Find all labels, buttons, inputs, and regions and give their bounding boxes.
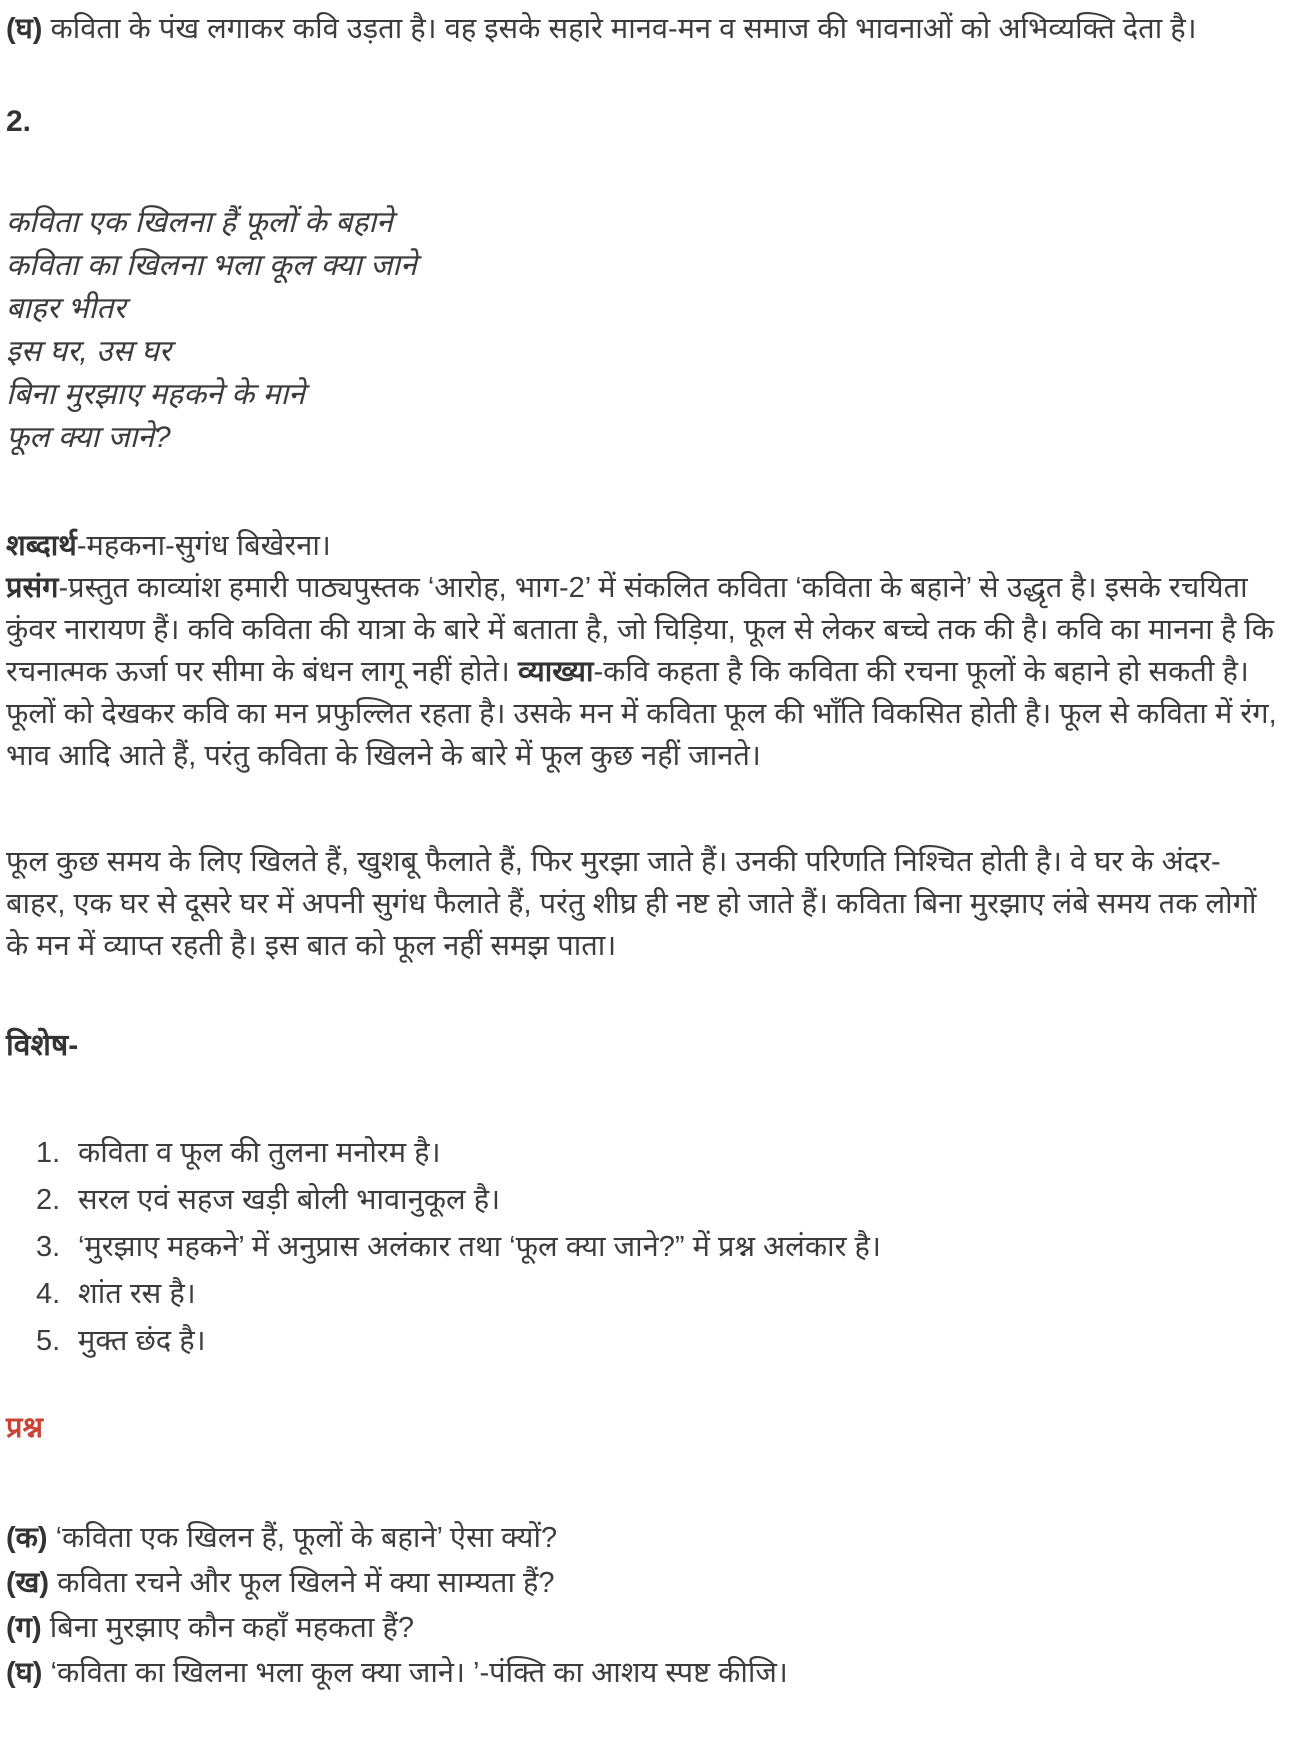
- vishesh-item: [6, 1224, 1279, 1271]
- vyakhya-label: व्याख्या: [517, 656, 594, 688]
- question-row: [6, 1561, 1279, 1606]
- vishesh-item: [6, 1318, 1279, 1365]
- vishesh-item-text: ‘मुरझाए महकने’ में अनुप्रास अलंकार तथा ‘फूल क्या जाने?” में प्रश्न अलंकार है।: [78, 1231, 881, 1263]
- vishesh-item-text: सरल एवं सहज खड़ी बोली भावानुकूल है।: [78, 1184, 501, 1216]
- question-label: (घ): [6, 1657, 43, 1689]
- vishesh-item: [6, 1271, 1279, 1318]
- prasang-label: प्रसंग: [6, 572, 59, 604]
- vishesh-heading: विशेष-: [6, 1029, 79, 1062]
- question-label: (ख): [6, 1567, 50, 1599]
- question-label: (क): [6, 1522, 48, 1554]
- vishesh-item: [6, 1177, 1279, 1224]
- shabdarth-line: [6, 525, 1279, 567]
- questions-block: [6, 1516, 1279, 1696]
- vishesh-list: [6, 1130, 1279, 1365]
- summary-paragraph: फूल कुछ समय के लिए खिलते हैं, खुशबू फैलाते हैं, फिर मुरझा जाते हैं। उनकी परिणति निश्चित होती है। वे घर के अंदर-बाहर, एक घर से दूसरे घर में अपनी सुगंध फैलाते हैं, परंतु शीघ्र ही नष्ट हो जाते हैं। कविता बिना मुरझाए लंबे समय तक लोगों के मन में व्याप्त रहती है। इस बात को फूल नहीं समझ पाता।: [6, 846, 1257, 962]
- shabdarth-label: शब्दार्थ: [6, 530, 77, 562]
- prashn-heading: प्रश्न: [6, 1412, 44, 1444]
- poem-block: [6, 201, 1279, 459]
- prasang-text: -प्रस्तुत काव्यांश हमारी पाठ्यपुस्तक ‘आरोह, भाग-2’ में संकलित कविता ‘कविता के बहाने’ से उद्धृत है। इसके रचयिता कुंवर नारायण हैं। कवि कविता की यात्रा के बारे में बताता है, जो चिड़िया, फूल से लेकर बच्चे तक की है। कवि का मानना है कि रचनात्मक ऊर्जा पर सीमा के बंधन लागू नहीं होते।: [6, 572, 1275, 688]
- question-row: [6, 1651, 1279, 1696]
- vishesh-item-text: मुक्त छंद है।: [78, 1325, 206, 1357]
- answer-gha-text: कविता के पंख लगाकर कवि उड़ता है। वह इसके सहारे मानव-मन व समाज की भावनाओं को अभिव्यक्ति देता है।: [42, 13, 1197, 45]
- vyakhya-text: -कवि कहता है कि कविता की रचना फूलों के बहाने हो सकती है। फूलों को देखकर कवि का मन प्रफुल्लित रहता है। उसके मन में कविता फूल की भाँति विकसित होती है। फूल से कविता में रंग, भाव आदि आते हैं, परंतु कविता के खिलने के बारे में फूल कुछ नहीं जानते।: [6, 656, 1277, 772]
- question-text: ‘कविता एक खिलन हैं, फूलों के बहाने’ ऐसा क्यों?: [47, 1522, 558, 1554]
- poem-line: बाहर भीतर: [6, 292, 126, 325]
- prasang-paragraph: [6, 567, 1279, 777]
- shabdarth-text: -महकना-सुगंध बिखेरना।: [76, 530, 331, 562]
- vishesh-item: [6, 1130, 1279, 1177]
- poem-line: बिना मुरझाए महकने के माने: [6, 378, 305, 411]
- section-number: 2.: [6, 105, 32, 138]
- vishesh-item-number: 1.: [36, 1137, 61, 1169]
- vishesh-item-number: 2.: [36, 1184, 61, 1216]
- vishesh-item-number: 5.: [36, 1325, 61, 1357]
- vishesh-item-number: 4.: [36, 1278, 61, 1310]
- poem-line: इस घर, उस घर: [6, 335, 172, 368]
- question-text: कविता रचने और फूल खिलने में क्या साम्यता हैं?: [49, 1567, 555, 1599]
- vishesh-item-number: 3.: [36, 1231, 61, 1263]
- vishesh-item-text: शांत रस है।: [78, 1278, 196, 1310]
- answer-gha-label: (घ): [6, 13, 43, 45]
- question-text: ‘कविता का खिलना भला कूल क्या जाने। ’-पंक्ति का आशय स्पष्ट कीजि।: [42, 1657, 788, 1689]
- question-row: [6, 1606, 1279, 1651]
- poem-line: फूल क्या जाने?: [6, 421, 171, 454]
- question-text: बिना मुरझाए कौन कहाँ महकता हैं?: [41, 1612, 414, 1644]
- answer-gha-paragraph: [6, 8, 1279, 50]
- poem-line: कविता एक खिलना हैं फूलों के बहाने: [6, 206, 393, 239]
- poem-line: कविता का खिलना भला कूल क्या जाने: [6, 249, 417, 282]
- question-label: (ग): [6, 1612, 42, 1644]
- vishesh-item-text: कविता व फूल की तुलना मनोरम है।: [78, 1137, 441, 1169]
- question-row: [6, 1516, 1279, 1561]
